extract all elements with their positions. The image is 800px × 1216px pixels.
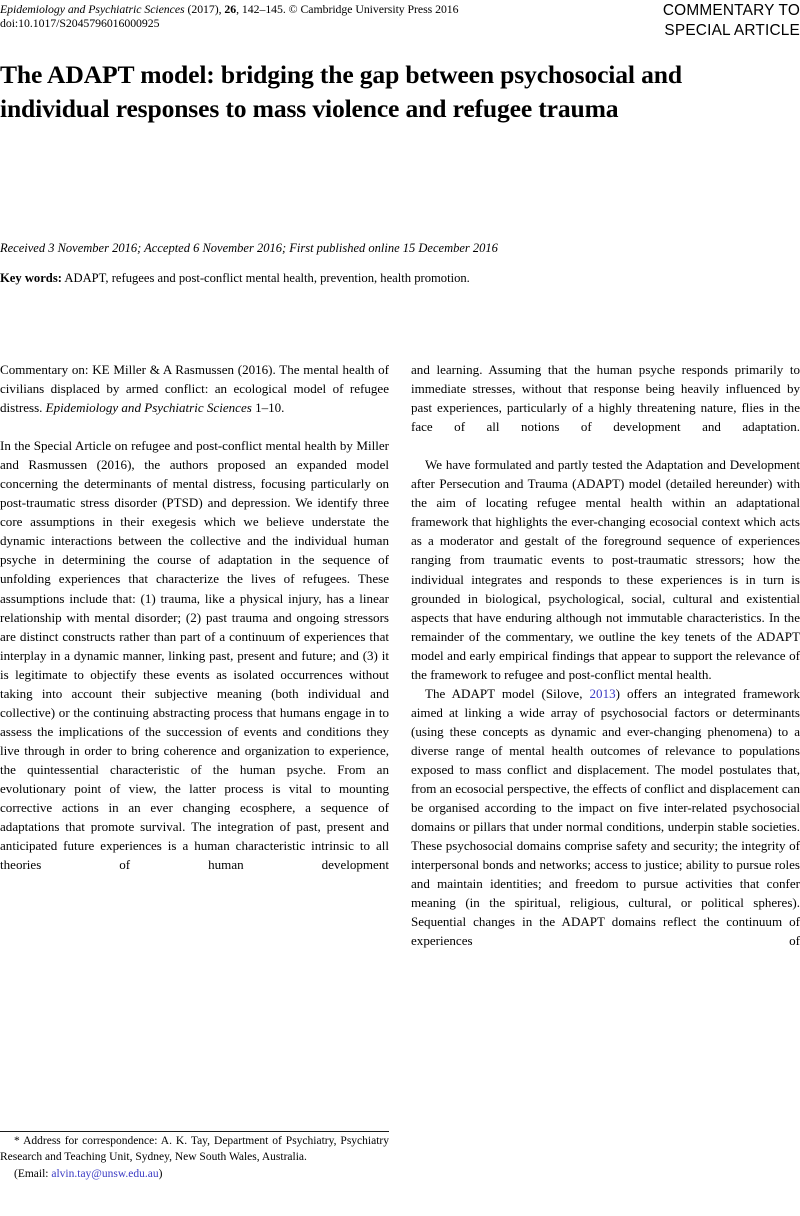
right-paragraph-3 [411,684,800,970]
section-label-line1: COMMENTARY TO [662,2,800,19]
commentary-on-pages: 1–10. [251,400,285,416]
citation-link-silove-2013[interactable]: 2013 [589,685,616,701]
correspondence-email [0,1166,389,1182]
journal-name: Epidemiology and Psychiatric Sciences [0,2,185,16]
body-column-right [411,360,800,1216]
commentary-on-journal: Epidemiology and Psychiatric Sciences [45,400,252,416]
right-paragraph-1: and learning. Assuming that the human psyche responds primarily to immediate stresses, without that response being heavily influenced by past experiences, particularly of a highly threatening nature, flies in the face of all notions of development and adaptation. [411,362,800,435]
keywords [0,270,640,286]
left-paragraph-2: In the Special Article on refugee and post-conflict mental health by Miller and Rasmussen (2016), the authors proposed an expanded model concerning the determinants of mental distress, focusing particularly on post-traumatic stress disorder (PTSD) and depression. We identify three core assumptions in their exegesis which we believe understate the dynamic interactions between the collective and the individual human psyche in determining the course of adaptation in the sequence of unfolding experiences that characterize the lives of refugees. These assumptions include that: (1) trauma, like a physical injury, has a linear relationship with mental disorder; (2) past trauma and ongoing stressors are distinct constructs rather than part of a continuum of experiences that interplay in a dynamic manner, linking past, present and future; and (3) it is legitimate to objectify these events as isolated occurrences without taking into account their subjective meaning (both individual and collective) or the continuing abstracting process that humans engage in to assess the implications of the succession of events and conditions they live through in order to bring coherence and organization to experience, the quintessential characteristic of the human psyche. From an evolutionary point of view, the latter process is vital to mounting corrective actions in an ever changing ecosphere, a sequence of adaptations that promote survival. The integration of past, present and anticipated future experiences is a human characteristic intrinsic to all theories of human development [0,438,389,873]
citation-pages: , 142–145. [236,2,286,16]
article-title: The ADAPT model: bridging the gap between psychosocial and individual responses to mass violence and refugee trauma [0,60,682,123]
commentary-on-paragraph [0,360,389,417]
email-link[interactable]: alvin.tay@unsw.edu.au [51,1167,159,1180]
masthead-citation [0,2,560,31]
section-label [500,1,800,41]
body-column-left [0,360,389,1125]
masthead [0,2,800,44]
right-paragraph-3-tail: ) offers an integrated framework aimed at linking a wide array of psychosocial factors or determinants (using these concepts as dynamic and ever-changing phenomena) to a diverse range of mental health outcomes of relevance to populations exposed to mass conflict and displacement. The model postulates that, from an ecosocial perspective, the effects of conflict and displacement can be organised according to the impact on five inter-related psychosocial domains or pillars that under normal conditions, underpin stable societies. These psychosocial domains comprise safety and security; the integrity of interpersonal bonds and networks; access to justice; ability to pursue roles and maintain identities; and freedom to pursue activities that confer meaning (in the spiritual, religious, cultural, or political spheres). Sequential changes in the ADAPT domains reflect the continuum of experiences of [411,685,800,949]
footnote [0,1133,389,1182]
citation-volume: 26 [224,2,237,16]
citation-year: (2017), [184,2,225,16]
paragraph-spacer [0,417,389,436]
keywords-label: Key words: [0,271,62,285]
section-label-line2: SPECIAL ARTICLE [664,22,800,39]
received-dates: Received 3 November 2016; Accepted 6 November 2016; First published online 15 December 2016 [0,241,498,255]
commentary-on-lead: Commentary on: KE Miller & A Rasmussen (2016). The mental health of civilians displaced by armed conflict: an ecological model of refugee distress. [0,362,389,416]
footnote-divider [0,1131,389,1132]
keywords-value: ADAPT, refugees and post-conflict mental health, prevention, health promotion. [61,271,470,285]
correspondence-address: * Address for correspondence: A. K. Tay, Department of Psychiatry, Psychiatry Research and Teaching Unit, Sydney, New South Wales, Australia. [0,1135,389,1164]
email-close-paren: ) [158,1167,163,1180]
doi-line: doi:10.1017/S2045796016000925 [0,16,160,31]
citation-line [0,2,560,16]
email-label: (Email: [14,1167,52,1180]
copyright-notice: © Cambridge University Press 2016 [285,2,459,16]
right-paragraph-3-lead: The ADAPT model (Silove, [425,685,590,701]
right-paragraph-2: We have formulated and partly tested the Adaptation and Development after Persecution and Trauma (ADAPT) model (detailed hereunder) with the aim of locating refugee mental health within an adaptational framework that highlights the ever-changing ecosocial context which acts as a moderator and gestalt of the foreground sequence of experiences ranging from traumatic events to post-traumatic stressors; how the individual integrates and responds to these experiences is in turn is grounded in biological, psychological, social, cultural and existential aspects that have enduring although not immutable characteristics. In the remainder of the commentary, we outline the key tenets of the ADAPT model and early empirical findings that appear to support the relevance of the framework to refugee and post-conflict mental health. [411,457,800,682]
